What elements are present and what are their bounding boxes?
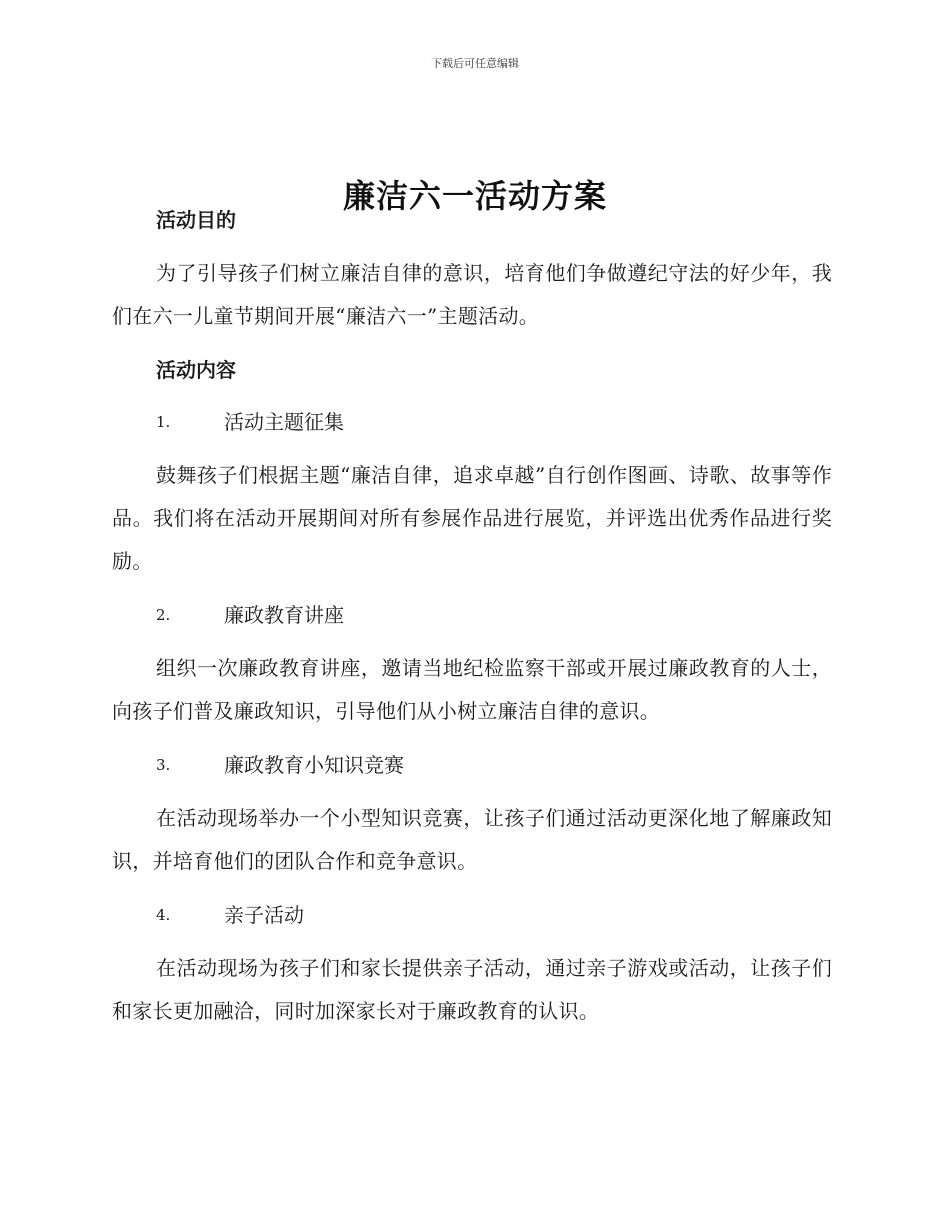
item-number: 3. <box>156 756 171 774</box>
header-note: 下载后可任意编辑 <box>431 57 519 70</box>
item-paragraph-2: 组织一次廉政教育讲座，邀请当地纪检监察干部或开展过廉政教育的人士，向孩子们普及廉政知识，引导他们从小树立廉洁自律的意识。 <box>112 656 832 723</box>
purpose-paragraph: 为了引导孩子们树立廉洁自律的意识，培育他们争做遵纪守法的好少年，我们在六一儿童节期间开展“廉洁六一”主题活动。 <box>112 261 832 328</box>
document-body <box>112 200 832 1033</box>
item-label: 活动主题征集 <box>224 410 344 434</box>
list-item-1 <box>112 402 832 442</box>
section-heading-purpose: 活动目的 <box>156 208 236 232</box>
item-paragraph-4: 在活动现场为孩子们和家长提供亲子活动，通过亲子游戏或活动，让孩子们和家长更加融洽，同时加深家长对于廉政教育的认识。 <box>112 956 832 1023</box>
item-paragraph-1: 鼓舞孩子们根据主题“廉洁自律，追求卓越”自行创作图画、诗歌、故事等作品。我们将在活动开展期间对所有参展作品进行展览，并评选出优秀作品进行奖励。 <box>112 463 832 573</box>
document-title: 廉洁六一活动方案 <box>342 177 607 216</box>
list-item-2 <box>112 595 832 635</box>
item-label: 亲子活动 <box>224 903 304 927</box>
item-number: 1. <box>156 413 171 431</box>
list-item-4 <box>112 895 832 935</box>
item-number: 2. <box>156 606 171 624</box>
list-item-3 <box>112 745 832 785</box>
item-label: 廉政教育小知识竞赛 <box>224 753 404 777</box>
item-number: 4. <box>156 906 171 924</box>
item-label: 廉政教育讲座 <box>224 603 344 627</box>
section-heading-content: 活动内容 <box>156 358 236 382</box>
item-paragraph-3: 在活动现场举办一个小型知识竞赛，让孩子们通过活动更深化地了解廉政知识，并培育他们的团队合作和竞争意识。 <box>112 806 832 873</box>
